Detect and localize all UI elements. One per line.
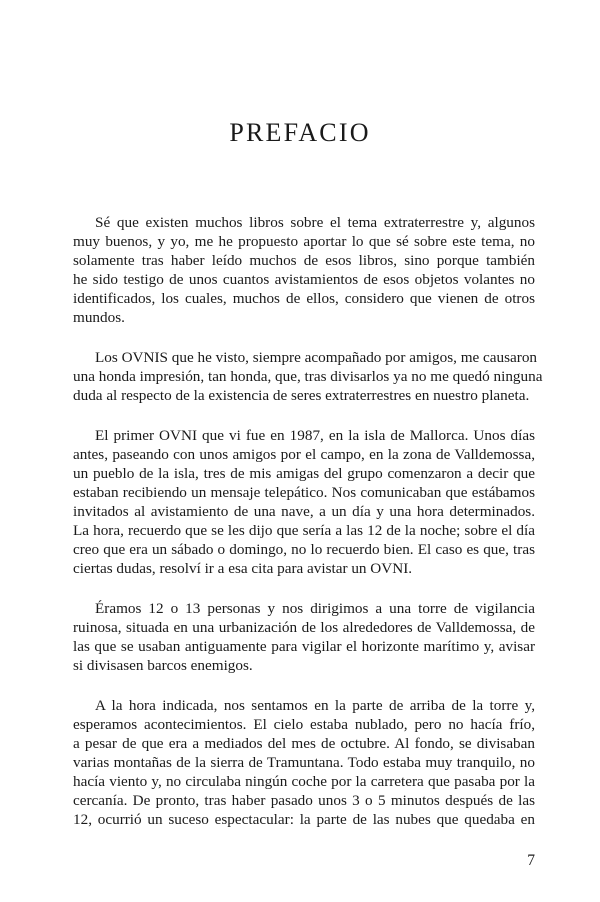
page-number: 7 <box>527 852 535 869</box>
chapter-title: PREFACIO <box>229 118 371 147</box>
text-line: duda al respecto de la existencia de seres extraterrestres en nuestro planeta. <box>73 387 530 404</box>
text-line: 12, ocurrió un suceso espectacular: la parte de las nubes que quedaba en <box>73 811 535 828</box>
text-line: varias montañas de la sierra de Tramuntana. Todo estaba muy tranquilo, no <box>73 754 535 771</box>
text-line: La hora, recuerdo que se les dijo que sería a las 12 de la noche; sobre el día <box>73 522 535 539</box>
text-line: esperamos acontecimientos. El cielo estaba nublado, pero no hacía frío, <box>73 716 535 733</box>
body-text <box>73 213 543 850</box>
text-line: muy buenos, y yo, me he propuesto aportar lo que sé sobre este tema, no <box>73 233 535 250</box>
paragraph <box>73 599 535 675</box>
paragraph <box>73 426 535 578</box>
text-line: ruinosa, situada en una urbanización de los alrededores de Valldemossa, de <box>73 619 535 636</box>
text-line: Éramos 12 o 13 personas y nos dirigimos a una torre de vigilancia <box>95 600 535 617</box>
text-line: cercanía. De pronto, tras haber pasado unos 3 o 5 minutos después de las <box>73 792 535 809</box>
text-line: El primer OVNI que vi fue en 1987, en la isla de Mallorca. Unos días <box>95 427 535 444</box>
text-line: estaban recibiendo un mensaje telepático. Nos comunicaban que estábamos <box>73 484 535 501</box>
text-line: creo que era un sábado o domingo, no lo recuerdo bien. El caso es que, tras <box>73 541 535 558</box>
text-line: mundos. <box>73 309 125 326</box>
text-line: una honda impresión, tan honda, que, tras divisarlos ya no me quedó ninguna <box>73 368 543 385</box>
paragraph <box>73 213 535 327</box>
text-line: a pesar de que era a mediados del mes de octubre. Al fondo, se divisaban <box>73 735 535 752</box>
text-line: solamente tras haber leído muchos de esos libros, sino porque también <box>73 252 535 269</box>
text-line: identificados, los cuales, muchos de ellos, considero que vienen de otros <box>73 290 535 307</box>
paragraph <box>73 348 543 405</box>
text-line: A la hora indicada, nos sentamos en la parte de arriba de la torre y, <box>95 697 535 714</box>
text-line: si divisasen barcos enemigos. <box>73 657 253 674</box>
text-line: hacía viento y, no circulaba ningún coche por la carretera que pasaba por la <box>73 773 535 790</box>
paragraph <box>73 696 535 829</box>
text-line: Los OVNIS que he visto, siempre acompañado por amigos, me causaron <box>95 349 538 366</box>
text-line: las que se usaban antiguamente para vigilar el horizonte marítimo y, avisar <box>73 638 535 655</box>
text-line: antes, paseando con unos amigos por el campo, en la zona de Valldemossa, <box>73 446 535 463</box>
text-line: he sido testigo de unos cuantos avistamientos de esos objetos volantes no <box>73 271 535 288</box>
text-line: un pueblo de la isla, tres de mis amigas del grupo comenzaron a decir que <box>73 465 535 482</box>
text-line: invitados al avistamiento de una nave, a un día y una hora determinados. <box>73 503 535 520</box>
text-line: ciertas dudas, resolví ir a esa cita para avistar un OVNI. <box>73 560 413 577</box>
text-line: Sé que existen muchos libros sobre el tema extraterrestre y, algunos <box>95 214 535 231</box>
